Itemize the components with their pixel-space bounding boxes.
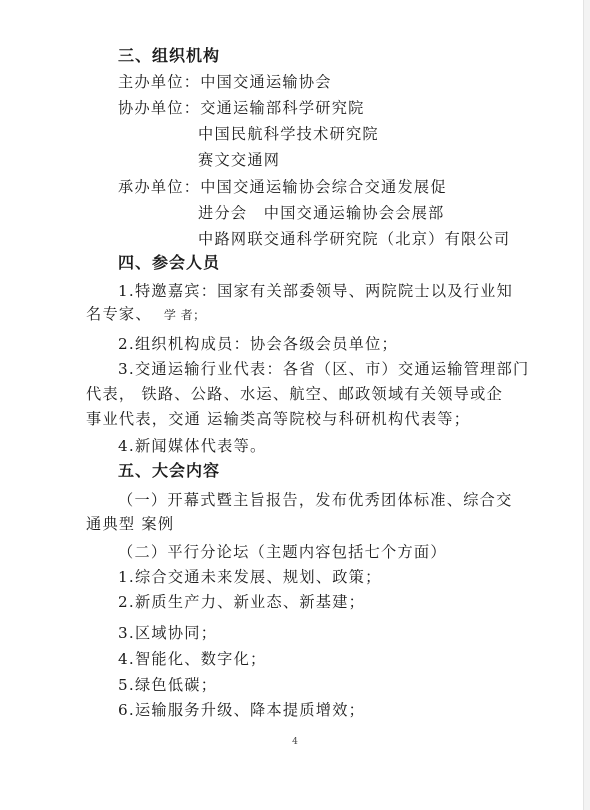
content-b: （二）平行分论坛（主题内容包括七个方面） — [118, 543, 447, 561]
participants-p1-line2b: 学 者； — [163, 308, 206, 322]
org-organizer-label: 承办单位： — [118, 178, 201, 196]
org-host-value: 中国交通运输协会 — [200, 73, 332, 91]
content-item: 1.综合交通未来发展、规划、政策； — [118, 568, 382, 586]
content-a-line1: （一）开幕式暨主旨报告，发布优秀团体标准、综合交 — [118, 491, 513, 509]
participants-p1-line2a: 名专家、 — [86, 305, 152, 323]
org-co-value-2: 中国民航科学技术研究院 — [198, 125, 379, 143]
org-host-label: 主办单位： — [118, 73, 201, 91]
org-co-line — [118, 98, 365, 118]
content-item: 6.运输服务升级、降本提质增效； — [118, 701, 366, 719]
org-organizer-value-1: 中国交通运输协会综合交通发展促 — [200, 178, 447, 196]
content-item: 3.区域协同； — [118, 624, 218, 642]
participants-p4: 4.新闻媒体代表等。 — [118, 437, 267, 455]
section-heading-content: 五、大会内容 — [118, 461, 221, 480]
participants-p2: 2.组织机构成员：协会各级会员单位； — [118, 335, 398, 353]
participants-p3-line1: 3.交通运输行业代表：各省（区、市）交通运输管理部门 — [118, 360, 530, 378]
org-co-value-1: 交通运输部科学研究院 — [200, 99, 365, 117]
participants-p1-line1: 1.特邀嘉宾：国家有关部委领导、两院院士以及行业知 — [118, 282, 514, 300]
participants-p1-line2 — [86, 304, 206, 325]
section-heading-participants: 四、参会人员 — [118, 253, 221, 272]
org-co-value-3: 赛文交通网 — [198, 151, 281, 169]
content-item: 2.新质生产力、新业态、新基建； — [118, 593, 366, 611]
org-host-line — [118, 72, 332, 92]
content-item: 4.智能化、数字化； — [118, 650, 267, 668]
participants-p3-line3: 事业代表，交通 运输类高等院校与科研机构代表等； — [86, 410, 471, 428]
org-organizer-value-2: 进分会 中国交通运输协会会展部 — [198, 204, 445, 222]
vertical-scrollbar[interactable] — [583, 0, 590, 810]
participants-p3-line2: 代表， 铁路、公路、水运、航空、邮政领域有关领导或企 — [86, 385, 504, 403]
org-co-label: 协办单位： — [118, 99, 201, 117]
org-organizer-value-3: 中路网联交通科学研究院（北京）有限公司 — [198, 230, 511, 248]
section-heading-org: 三、组织机构 — [118, 46, 221, 65]
org-organizer-line — [118, 177, 447, 197]
content-a-line2: 通典型 案例 — [86, 515, 175, 533]
page-number: 4 — [292, 737, 298, 747]
content-item: 5.绿色低碳； — [118, 676, 218, 694]
